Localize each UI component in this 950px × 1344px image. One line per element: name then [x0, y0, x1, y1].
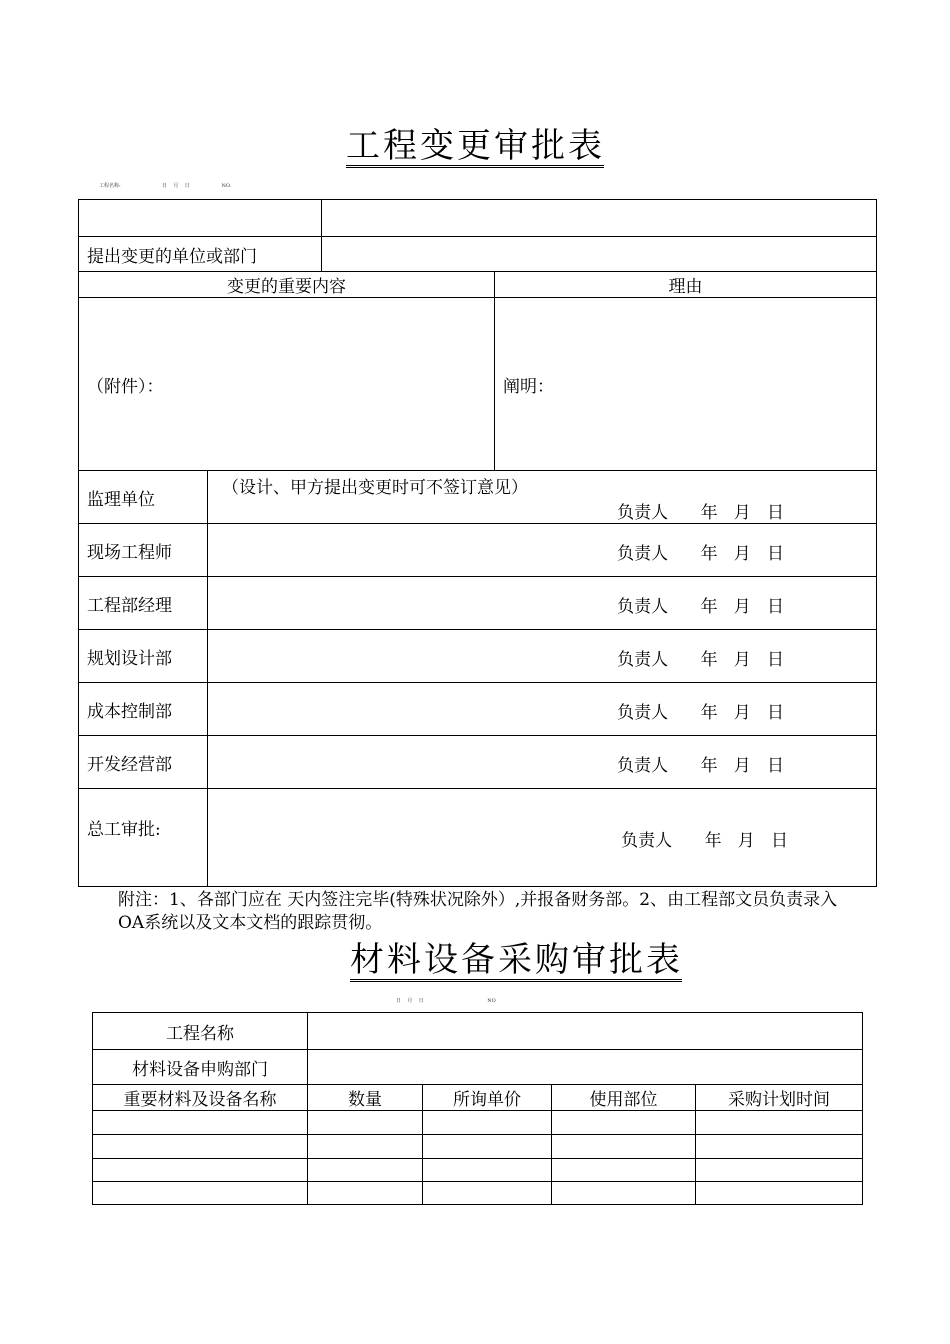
sign-line: 负责人 年 月 日: [617, 544, 784, 564]
row-label: 成本控制部: [79, 683, 208, 736]
row-label: 现场工程师: [79, 524, 208, 577]
sign-cell[interactable]: [208, 524, 877, 577]
explain-cell[interactable]: [495, 298, 877, 471]
attachment-label: （附件）：: [87, 376, 164, 397]
table-cell[interactable]: [552, 1182, 696, 1205]
table-cell[interactable]: [696, 1111, 863, 1135]
row-label: 工程部经理: [79, 577, 208, 630]
table-cell[interactable]: [93, 1111, 308, 1135]
explain-label: 阐明：: [503, 376, 554, 397]
sign-line: 负责人 年 月 日: [617, 756, 784, 776]
sign-line: 负责人 年 月 日: [621, 831, 788, 851]
table-cell[interactable]: [552, 1111, 696, 1135]
project-name-value-cell[interactable]: [308, 1013, 863, 1050]
table-cell[interactable]: [423, 1159, 552, 1182]
change-approval-table: [78, 199, 877, 887]
table-cell[interactable]: [308, 1182, 423, 1205]
form2-subline: 日 月 日 NO: [396, 998, 496, 1004]
table-row: [93, 1182, 863, 1205]
table-cell[interactable]: [308, 1111, 423, 1135]
sign-cell[interactable]: [208, 736, 877, 789]
table-cell[interactable]: [423, 1135, 552, 1159]
supervisor-sign-cell[interactable]: [208, 471, 877, 524]
row-label: 开发经营部: [79, 736, 208, 789]
table-cell[interactable]: [308, 1159, 423, 1182]
attachment-cell[interactable]: [79, 298, 495, 471]
chief-sign-cell[interactable]: [208, 789, 877, 887]
column-header: 采购计划时间: [696, 1085, 863, 1111]
table-row: [93, 1135, 863, 1159]
form1-title: 工程变更审批表: [346, 128, 604, 168]
form1-note: 附注：1、各部门应在 天内签注完毕(特殊状况除外）,并报备财务部。2、由工程部文员负责录入OA系统以及文本文档的跟踪贯彻。: [118, 890, 838, 933]
sign-cell[interactable]: [208, 630, 877, 683]
form2-title: 材料设备采购审批表: [350, 942, 682, 982]
column-header: 重要材料及设备名称: [93, 1085, 308, 1111]
column-header: 所询单价: [423, 1085, 552, 1111]
chief-label: 总工审批:: [79, 789, 208, 887]
content-header: 变更的重要内容: [79, 272, 495, 298]
table-row: [93, 1111, 863, 1135]
project-name-value-cell[interactable]: [322, 200, 877, 237]
project-name-label: 工程名称: [93, 1013, 308, 1050]
table-cell[interactable]: [423, 1111, 552, 1135]
sign-cell[interactable]: [208, 577, 877, 630]
project-name-cell[interactable]: [79, 200, 322, 237]
table-cell[interactable]: [696, 1135, 863, 1159]
purchase-dept-value-cell[interactable]: [308, 1050, 863, 1085]
table-cell[interactable]: [93, 1182, 308, 1205]
sign-line: 负责人 年 月 日: [617, 597, 784, 617]
table-cell[interactable]: [552, 1135, 696, 1159]
supervisor-note: （设计、甲方提出变更时可不签订意见）: [222, 478, 528, 498]
table-row: [93, 1159, 863, 1182]
sign-line: 负责人 年 月 日: [617, 650, 784, 670]
table-cell[interactable]: [696, 1182, 863, 1205]
row-label: 规划设计部: [79, 630, 208, 683]
purchase-dept-label: 材料设备申购部门: [93, 1050, 308, 1085]
form1-subline: 工程名称: 日 月 日 NO.: [99, 183, 232, 189]
column-header: 使用部位: [552, 1085, 696, 1111]
table-cell[interactable]: [696, 1159, 863, 1182]
dept-value-cell[interactable]: [322, 237, 877, 272]
table-cell[interactable]: [308, 1135, 423, 1159]
table-cell[interactable]: [93, 1159, 308, 1182]
sign-line: 负责人 年 月 日: [617, 703, 784, 723]
supervisor-label: 监理单位: [79, 471, 208, 524]
sign-line: 负责人 年 月 日: [617, 503, 784, 523]
column-header: 数量: [308, 1085, 423, 1111]
table-cell[interactable]: [423, 1182, 552, 1205]
dept-label: 提出变更的单位或部门: [79, 237, 322, 272]
purchase-approval-table: [92, 1012, 863, 1205]
table-cell[interactable]: [552, 1159, 696, 1182]
reason-header: 理由: [495, 272, 877, 298]
table-cell[interactable]: [93, 1135, 308, 1159]
sign-cell[interactable]: [208, 683, 877, 736]
